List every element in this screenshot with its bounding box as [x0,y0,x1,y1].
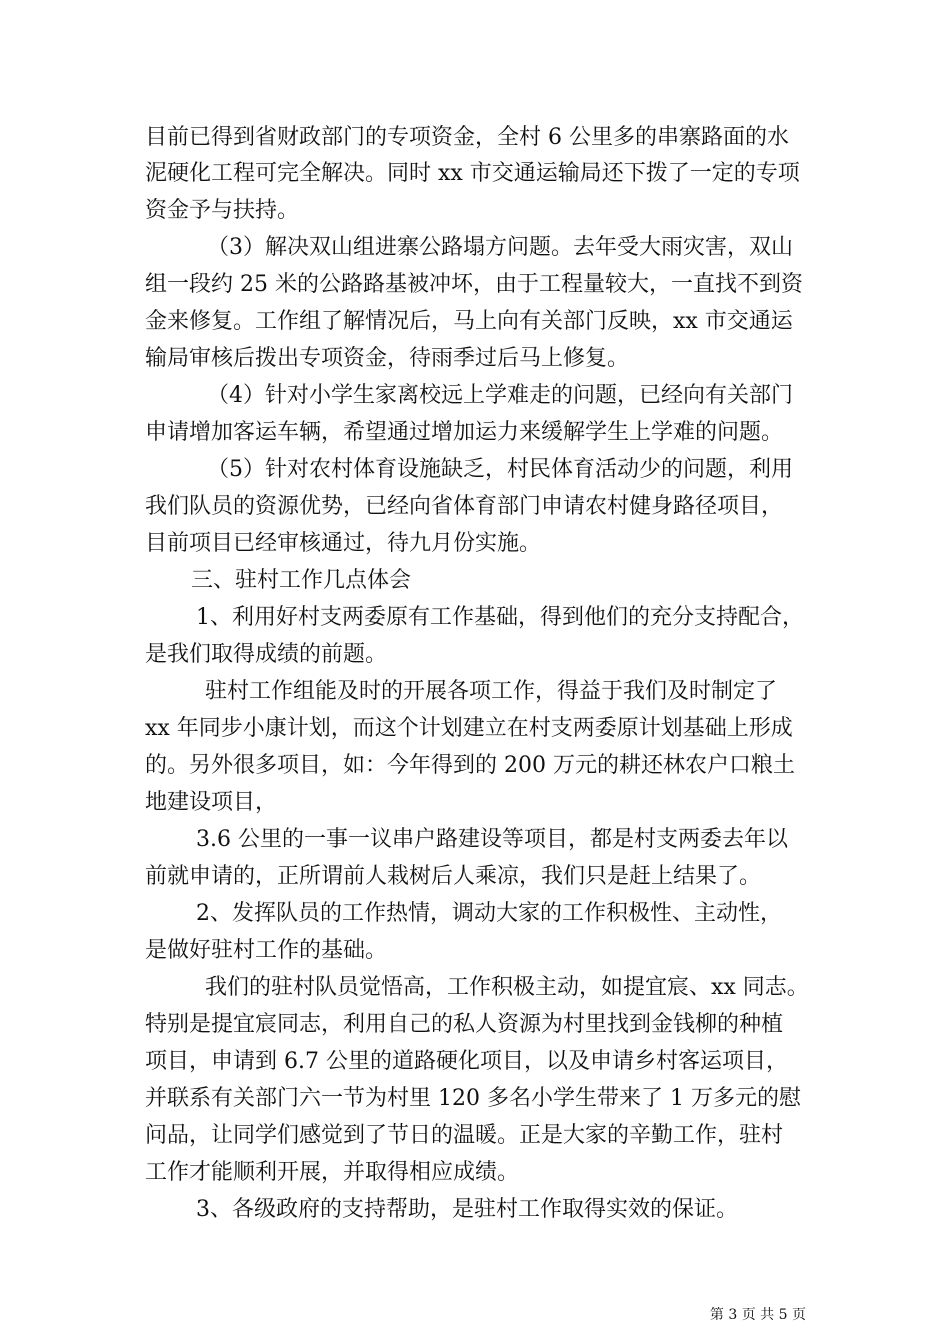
paragraph-line: 1、利用好村支两委原有工作基础，得到他们的充分支持配合， [196,605,804,630]
paragraph-line: 资金予与扶持。 [145,198,300,223]
paragraph-line: 申请增加客运车辆，希望通过增加运力来缓解学生上学难的问题。 [145,420,784,445]
paragraph-line: 目前项目已经审核通过，待九月份实施。 [145,531,542,556]
paragraph-line: 前就申请的，正所谓前人栽树后人乘凉，我们只是赶上结果了。 [145,864,762,889]
paragraph-line: 我们的驻村队员觉悟高，工作积极主动，如提宜宸、xx 同志。 [205,975,809,1000]
paragraph-line: 是做好驻村工作的基础。 [145,938,388,963]
paragraph-line: 泥硬化工程可完全解决。同时 xx 市交通运输局还下拨了一定的专项 [145,161,800,186]
paragraph-line: 工作才能顺利开展，并取得相应成绩。 [145,1160,520,1185]
paragraph-line: 项目，申请到 6.7 公里的道路硬化项目，以及申请乡村客运项目， [145,1049,788,1074]
paragraph-line: 问品，让同学们感觉到了节日的温暖。正是大家的辛勤工作，驻村 [145,1123,784,1148]
paragraph-line: 并联系有关部门六一节为村里 120 多名小学生带来了 1 万多元的慰 [145,1086,801,1111]
paragraph-line: 的。另外很多项目，如：今年得到的 200 万元的耕还林农户口粮土 [145,753,795,778]
page-number-footer: 第 3 页 共 5 页 [709,1307,806,1323]
paragraph-line: 金来修复。工作组了解情况后，马上向有关部门反映，xx 市交通运 [145,309,793,334]
paragraph-line: 特别是提宜宸同志，利用自己的私人资源为村里找到金钱柳的种植 [145,1012,784,1037]
section-heading: 三、驻村工作几点体会 [191,568,412,593]
paragraph-line: （3）解决双山组进寨公路塌方问题。去年受大雨灾害，双山 [207,235,793,260]
paragraph-line: xx 年同步小康计划，而这个计划建立在村支两委原计划基础上形成 [145,716,793,741]
paragraph-line: 3、各级政府的支持帮助，是驻村工作取得实效的保证。 [196,1197,738,1222]
paragraph-line: 驻村工作组能及时的开展各项工作，得益于我们及时制定了 [205,679,778,704]
paragraph-line: （4）针对小学生家离校远上学难走的问题，已经向有关部门 [207,383,793,408]
paragraph-line: 目前已得到省财政部门的专项资金，全村 6 公里多的串寨路面的水 [145,125,789,150]
paragraph-line: 2、发挥队员的工作热情，调动大家的工作积极性、主动性， [196,901,782,926]
paragraph-line: 我们队员的资源优势，已经向省体育部门申请农村健身路径项目， [145,494,784,519]
paragraph-line: 地建设项目， [145,790,278,815]
paragraph-line: 3.6 公里的一事一议串户路建设等项目，都是村支两委去年以 [196,827,788,852]
paragraph-line: 组一段约 25 米的公路路基被冲坏，由于工程量较大，一直找不到资 [145,272,803,297]
paragraph-line: （5）针对农村体育设施缺乏，村民体育活动少的问题，利用 [207,457,793,482]
paragraph-line: 是我们取得成绩的前题。 [145,642,388,667]
paragraph-line: 输局审核后拨出专项资金，待雨季过后马上修复。 [145,346,630,371]
